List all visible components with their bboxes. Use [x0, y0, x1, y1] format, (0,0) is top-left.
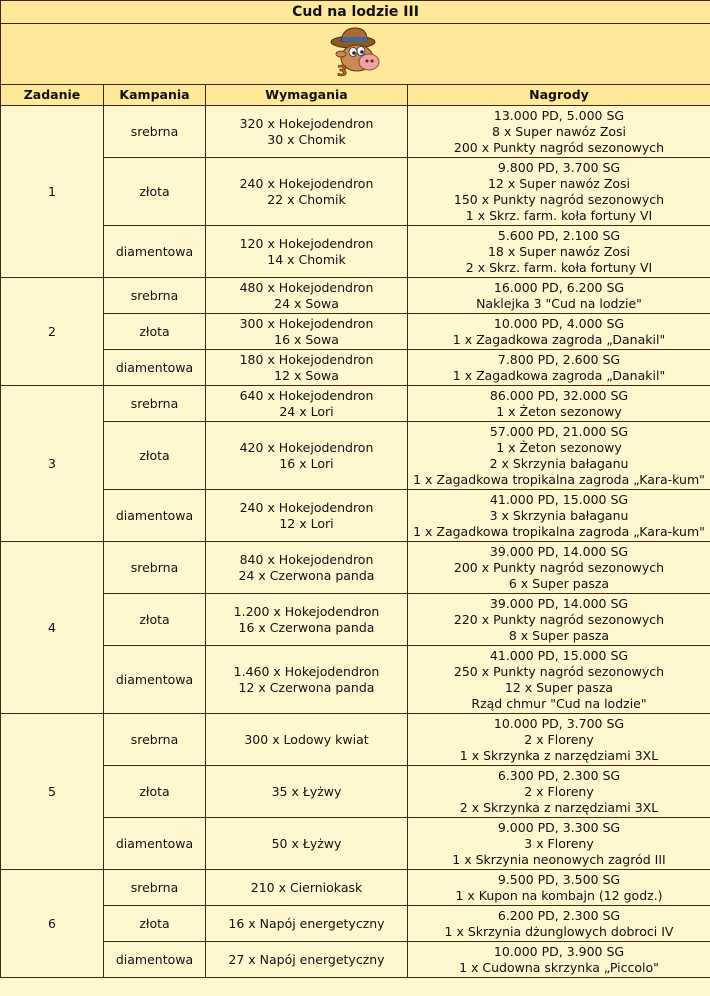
requirements-cell: [206, 158, 408, 226]
rewards-cell: [408, 106, 710, 158]
rewards-cell: [408, 422, 710, 490]
header-kampania: Kampania: [104, 85, 206, 106]
rewards-cell: [408, 646, 710, 714]
badge-number: 3: [336, 62, 347, 80]
requirements-cell: [206, 422, 408, 490]
reward-line: 10.000 PD, 3.900 SG: [493, 943, 625, 959]
reward-line: 1 x Zagadkowa tropikalna zagroda „Kara-kum": [413, 471, 705, 487]
task-number: 2: [1, 278, 104, 386]
reward-line: 6.300 PD, 2.300 SG: [497, 767, 621, 783]
rewards-cell: [408, 714, 710, 766]
requirements-cell: [206, 226, 408, 278]
campaign-cell: złota: [104, 766, 206, 818]
requirement-line: 12 x Lori: [279, 515, 334, 531]
table-row: [1, 870, 710, 906]
reward-line: 1 x Żeton sezonowy: [496, 403, 622, 419]
reward-line: 16.000 PD, 6.200 SG: [493, 279, 625, 295]
rewards-cell: [408, 594, 710, 646]
rewards-cell: [408, 490, 710, 542]
requirement-line: 24 x Sowa: [274, 295, 339, 311]
reward-line: 1 x Żeton sezonowy: [496, 439, 622, 455]
reward-line: 6.200 PD, 2.300 SG: [497, 907, 621, 923]
reward-line: 1 x Zagadkowa tropikalna zagroda „Kara-kum": [413, 523, 705, 539]
requirement-line: 27 x Napój energetyczny: [228, 951, 385, 967]
requirements-cell: [206, 646, 408, 714]
reward-line: 1 x Zagadkowa zagroda „Danakil": [452, 331, 666, 347]
reward-line: 3 x Floreny: [524, 835, 594, 851]
rewards-cell: [408, 870, 710, 906]
campaign-cell: srebrna: [104, 106, 206, 158]
requirements-cell: [206, 386, 408, 422]
rewards-cell: [408, 158, 710, 226]
campaign-cell: diamentowa: [104, 226, 206, 278]
header-wymagania: Wymagania: [206, 85, 408, 106]
reward-line: 2 x Skrz. farm. koła fortuny VI: [465, 259, 653, 275]
campaign-cell: diamentowa: [104, 818, 206, 870]
reward-line: 39.000 PD, 14.000 SG: [489, 595, 629, 611]
requirement-line: 1.460 x Hokejodendron: [233, 663, 380, 679]
reward-line: 1 x Skrz. farm. koła fortuny VI: [465, 207, 653, 223]
campaign-cell: diamentowa: [104, 646, 206, 714]
reward-line: 8 x Super nawóz Zosi: [491, 123, 627, 139]
table-body: [1, 106, 710, 978]
requirement-line: 300 x Lodowy kwiat: [244, 731, 369, 747]
table-row: [1, 766, 710, 818]
requirements-cell: [206, 870, 408, 906]
reward-line: 2 x Skrzynka z narzędziami 3XL: [459, 799, 659, 815]
reward-line: 39.000 PD, 14.000 SG: [489, 543, 629, 559]
reward-line: 86.000 PD, 32.000 SG: [489, 387, 629, 403]
rewards-cell: [408, 818, 710, 870]
requirement-line: 24 x Czerwona panda: [238, 567, 375, 583]
reward-line: 6 x Super pasza: [508, 575, 610, 591]
rewards-cell: [408, 942, 710, 978]
reward-line: 5.600 PD, 2.100 SG: [497, 227, 621, 243]
requirement-line: 12 x Czerwona panda: [238, 679, 375, 695]
requirements-cell: [206, 350, 408, 386]
reward-line: 8 x Super pasza: [508, 627, 610, 643]
reward-line: 18 x Super nawóz Zosi: [487, 243, 631, 259]
requirement-line: 14 x Chomik: [267, 251, 346, 267]
rewards-cell: [408, 314, 710, 350]
requirement-line: 30 x Chomik: [267, 131, 346, 147]
reward-line: 220 x Punkty nagród sezonowych: [453, 611, 665, 627]
rewards-cell: [408, 386, 710, 422]
rewards-cell: [408, 906, 710, 942]
campaign-cell: diamentowa: [104, 490, 206, 542]
table-row: [1, 490, 710, 542]
reward-line: 250 x Punkty nagród sezonowych: [453, 663, 665, 679]
table-row: [1, 350, 710, 386]
table-row: [1, 158, 710, 226]
reward-line: 1 x Skrzynia neonowych zagród III: [452, 851, 666, 867]
header-nagrody: Nagrody: [408, 85, 710, 106]
campaign-cell: diamentowa: [104, 942, 206, 978]
campaign-cell: złota: [104, 314, 206, 350]
reward-line: 2 x Floreny: [524, 731, 594, 747]
reward-line: 1 x Zagadkowa zagroda „Danakil": [452, 367, 666, 383]
page-title: Cud na lodzie III: [1, 1, 710, 24]
reward-line: 9.800 PD, 3.700 SG: [497, 159, 621, 175]
task-number: 3: [1, 386, 104, 542]
requirement-line: 480 x Hokejodendron: [239, 279, 374, 295]
table-row: [1, 594, 710, 646]
campaign-cell: diamentowa: [104, 350, 206, 386]
task-number: 6: [1, 870, 104, 978]
campaign-cell: srebrna: [104, 278, 206, 314]
requirements-cell: [206, 942, 408, 978]
requirements-cell: [206, 314, 408, 350]
campaign-cell: złota: [104, 422, 206, 490]
requirement-line: 240 x Hokejodendron: [239, 175, 374, 191]
reward-line: 12 x Super pasza: [504, 679, 614, 695]
reward-line: 41.000 PD, 15.000 SG: [489, 647, 629, 663]
table-row: [1, 942, 710, 978]
campaign-cell: złota: [104, 594, 206, 646]
table-row: [1, 646, 710, 714]
reward-line: 10.000 PD, 4.000 SG: [493, 315, 625, 331]
requirement-line: 12 x Sowa: [274, 367, 339, 383]
rewards-cell: [408, 278, 710, 314]
requirements-cell: [206, 906, 408, 942]
event-icon-cell: [1, 24, 710, 85]
table-row: [1, 226, 710, 278]
requirements-cell: [206, 490, 408, 542]
reward-line: 150 x Punkty nagród sezonowych: [453, 191, 665, 207]
reward-line: 1 x Kupon na kombajn (12 godz.): [455, 887, 663, 903]
reward-line: 1 x Skrzynia dżunglowych dobroci IV: [444, 923, 674, 939]
reward-line: Rząd chmur "Cud na lodzie": [471, 695, 647, 711]
rewards-cell: [408, 766, 710, 818]
table-row: [1, 278, 710, 314]
reward-line: 2 x Skrzynia bałaganu: [489, 455, 629, 471]
reward-line: 9.500 PD, 3.500 SG: [497, 871, 621, 887]
reward-line: 12 x Super nawóz Zosi: [487, 175, 631, 191]
reward-line: 1 x Cudowna skrzynka „Piccolo": [459, 959, 659, 975]
requirement-line: 640 x Hokejodendron: [239, 387, 374, 403]
requirement-line: 22 x Chomik: [267, 191, 346, 207]
requirements-cell: [206, 766, 408, 818]
campaign-cell: srebrna: [104, 714, 206, 766]
reward-line: 2 x Floreny: [524, 783, 594, 799]
table-row: [1, 542, 710, 594]
table-row: [1, 714, 710, 766]
requirement-line: 16 x Czerwona panda: [238, 619, 375, 635]
table-row: [1, 106, 710, 158]
requirement-line: 16 x Napój energetyczny: [228, 915, 385, 931]
requirement-line: 240 x Hokejodendron: [239, 499, 374, 515]
requirement-line: 120 x Hokejodendron: [239, 235, 374, 251]
requirement-line: 180 x Hokejodendron: [239, 351, 374, 367]
requirement-line: 300 x Hokejodendron: [239, 315, 374, 331]
table-row: [1, 314, 710, 350]
farmer-cow-icon: [323, 24, 389, 80]
campaign-cell: srebrna: [104, 386, 206, 422]
requirements-cell: [206, 714, 408, 766]
reward-line: 13.000 PD, 5.000 SG: [493, 107, 625, 123]
reward-line: 3 x Skrzynia bałaganu: [489, 507, 629, 523]
reward-line: 9.000 PD, 3.300 SG: [497, 819, 621, 835]
requirements-cell: [206, 542, 408, 594]
requirement-line: 50 x Łyżwy: [271, 835, 342, 851]
requirement-line: 420 x Hokejodendron: [239, 439, 374, 455]
requirement-line: 210 x Cierniokask: [250, 879, 363, 895]
table-row: [1, 422, 710, 490]
reward-line: 200 x Punkty nagród sezonowych: [453, 139, 665, 155]
reward-line: 7.800 PD, 2.600 SG: [497, 351, 621, 367]
reward-line: 10.000 PD, 3.700 SG: [493, 715, 625, 731]
table-row: [1, 818, 710, 870]
rewards-cell: [408, 350, 710, 386]
campaign-cell: srebrna: [104, 870, 206, 906]
reward-line: 200 x Punkty nagród sezonowych: [453, 559, 665, 575]
reward-line: 41.000 PD, 15.000 SG: [489, 491, 629, 507]
header-zadanie: Zadanie: [1, 85, 104, 106]
requirements-cell: [206, 106, 408, 158]
task-number: 5: [1, 714, 104, 870]
requirement-line: 35 x Łyżwy: [271, 783, 342, 799]
reward-line: 1 x Skrzynka z narzędziami 3XL: [459, 747, 659, 763]
table-row: [1, 906, 710, 942]
campaign-cell: srebrna: [104, 542, 206, 594]
task-number: 4: [1, 542, 104, 714]
rewards-cell: [408, 226, 710, 278]
requirement-line: 1.200 x Hokejodendron: [233, 603, 380, 619]
requirements-cell: [206, 278, 408, 314]
requirements-cell: [206, 594, 408, 646]
requirement-line: 24 x Lori: [279, 403, 334, 419]
requirements-cell: [206, 818, 408, 870]
rewards-cell: [408, 542, 710, 594]
campaign-cell: złota: [104, 906, 206, 942]
requirement-line: 840 x Hokejodendron: [239, 551, 374, 567]
reward-line: 57.000 PD, 21.000 SG: [489, 423, 629, 439]
task-number: 1: [1, 106, 104, 278]
table-row: [1, 386, 710, 422]
requirement-line: 320 x Hokejodendron: [239, 115, 374, 131]
reward-line: Naklejka 3 "Cud na lodzie": [476, 295, 642, 311]
requirement-line: 16 x Sowa: [274, 331, 339, 347]
campaign-cell: złota: [104, 158, 206, 226]
requirement-line: 16 x Lori: [279, 455, 334, 471]
